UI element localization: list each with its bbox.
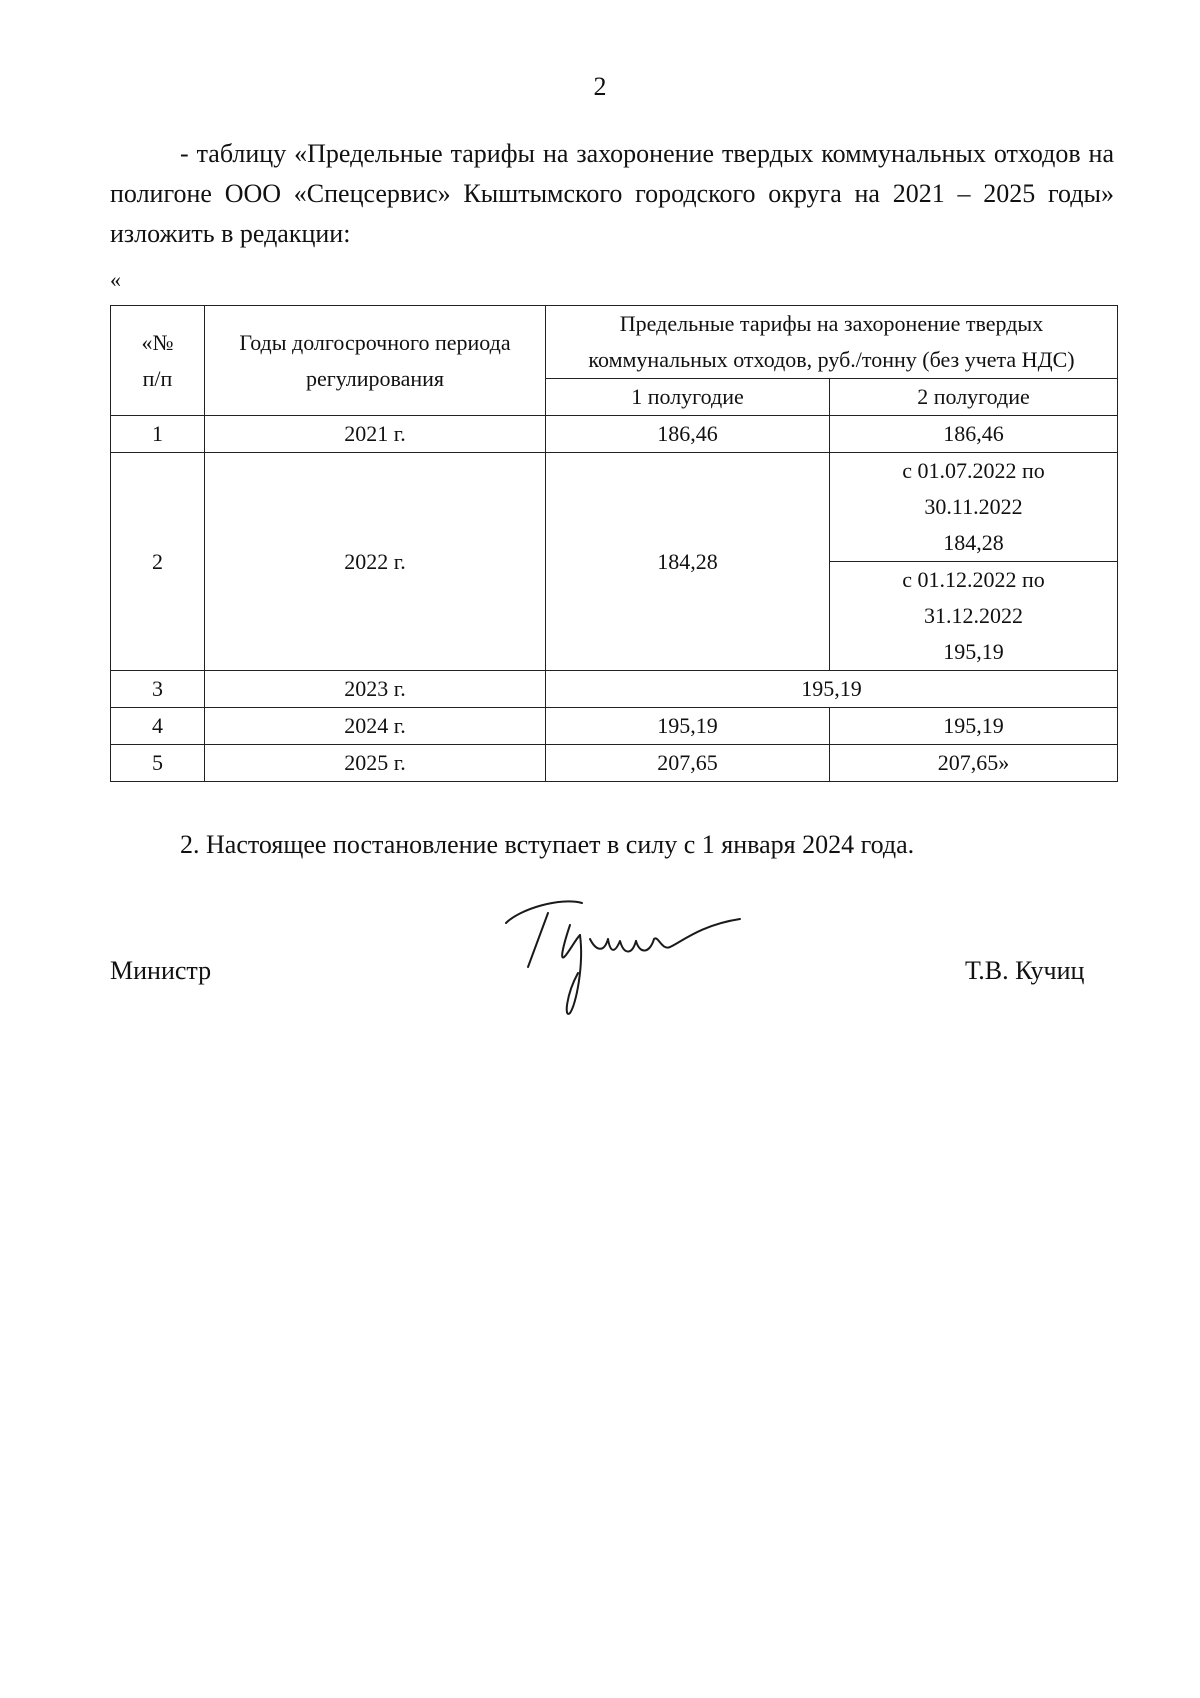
header-half2: 2 полугодие bbox=[830, 379, 1118, 416]
row-half2-part1: с 01.07.2022 по 30.11.2022 184,28 bbox=[830, 453, 1118, 562]
row-num: 3 bbox=[111, 671, 205, 708]
row-half1: 207,65 bbox=[546, 745, 830, 782]
row-year: 2024 г. bbox=[205, 708, 546, 745]
row-num: 2 bbox=[111, 453, 205, 671]
row-year: 2023 г. bbox=[205, 671, 546, 708]
tariff-table bbox=[110, 305, 1118, 782]
table-row bbox=[111, 416, 1118, 453]
page-number: 2 bbox=[593, 72, 607, 101]
header-half1: 1 полугодие bbox=[546, 379, 830, 416]
clause-paragraph: 2. Настоящее постановление вступает в силу с 1 января 2024 года. bbox=[180, 830, 915, 859]
row-half2: 195,19 bbox=[830, 708, 1118, 745]
header-years: Годы долгосрочного периода регулирования bbox=[205, 306, 546, 416]
row-half1: 184,28 bbox=[546, 453, 830, 671]
intro-paragraph: - таблицу «Предельные тарифы на захоронение твердых коммунальных отходов на полигоне ООО «Спецсервис» Кыштымского городского округа на 2021 – 2025 годы» изложить в редакции: bbox=[110, 139, 1114, 248]
signer-name: Т.В. Кучиц bbox=[965, 956, 1085, 985]
row-num: 1 bbox=[111, 416, 205, 453]
handwritten-signature bbox=[500, 895, 760, 1025]
row-merged-value: 195,19 bbox=[546, 671, 1118, 708]
table-row bbox=[111, 671, 1118, 708]
row-half2-part2: с 01.12.2022 по 31.12.2022 195,19 bbox=[830, 562, 1118, 671]
row-half2: 207,65» bbox=[830, 745, 1118, 782]
row-half1: 195,19 bbox=[546, 708, 830, 745]
row-year: 2021 г. bbox=[205, 416, 546, 453]
table-header-row bbox=[111, 306, 1118, 379]
row-num: 4 bbox=[111, 708, 205, 745]
row-year: 2022 г. bbox=[205, 453, 546, 671]
row-num: 5 bbox=[111, 745, 205, 782]
row-half1: 186,46 bbox=[546, 416, 830, 453]
table-row bbox=[111, 453, 1118, 562]
signer-title: Министр bbox=[110, 956, 212, 985]
row-year: 2025 г. bbox=[205, 745, 546, 782]
table-row bbox=[111, 745, 1118, 782]
row-half2: 186,46 bbox=[830, 416, 1118, 453]
header-num: «№ п/п bbox=[111, 306, 205, 416]
header-tariffs: Предельные тарифы на захоронение твердых коммунальных отходов, руб./тонну (без учета НДС) bbox=[546, 306, 1118, 379]
table-row bbox=[111, 708, 1118, 745]
open-quote: « bbox=[110, 267, 121, 292]
